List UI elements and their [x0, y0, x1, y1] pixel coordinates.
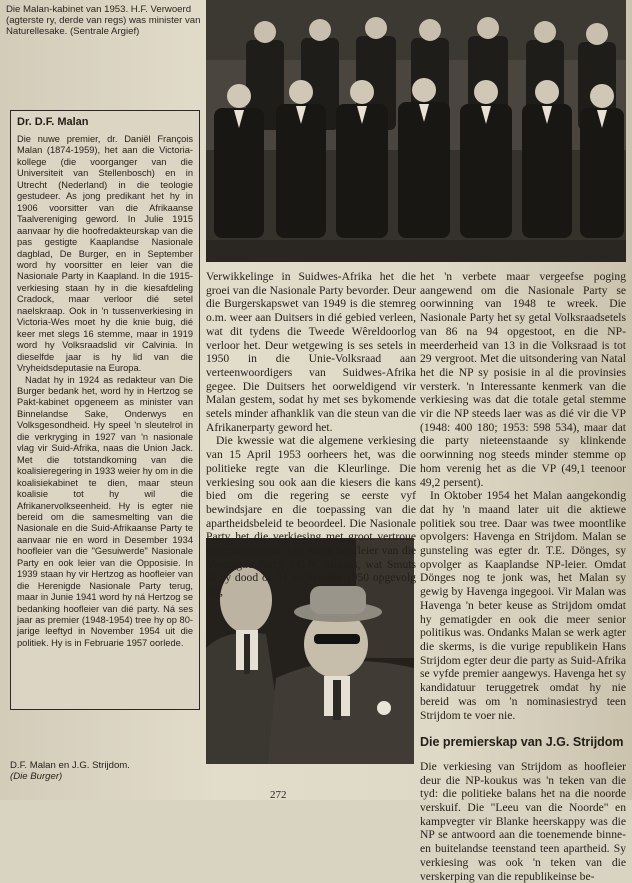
body-paragraph: Die kwessie wat die algemene verkiesing van 15 April 1953 oorheers het, was die politieke regte van die Kleurlinge. Die verkiesing sou ook aan die kiesers die kans bied om die regering se eerste vyf bewindsjare en die toepassing van die apartheidsbeleid te beoordeel. Die Nasionale Party het die verkiesing met groot vertroue tegemoetgegaan. Die nuwe hoofleier van die Verenigde Party, J.G.N. Strauss, wat Smuts ná sy dood op 11 September 1950 opgevolg het, — [206, 434, 416, 599]
biography-title: Dr. D.F. Malan — [17, 116, 89, 128]
strijdom-caption-source: (Die Burger) — [10, 771, 63, 783]
cabinet-photo-illustration — [206, 0, 626, 262]
body-paragraph: het 'n verbete maar vergeefse poging aangewend om die Nasionale Party se oorwinning van 1948 te wreek. Die Nasionale Party het sy getal Volksraadsetels van 86 na 94 opgestoot, en die NP-meerderheid van 13 in die Volksraad is tot 29 vergroot. Met die uitsondering van Natal het die NP sy posisie in al die provinsies versterk. 'n Interessante kenmerk van die verkiesing was dat die totale getal stemme vir die NP steeds laer was as dié vir die VP (1948: 400 180; 1953: 598 534), maar dat die party nieteenstaande sy klinkende oorwinning nog steeds minder stemme op hom verenig het as die VP (49,1 teenoor 49,2 persent). — [420, 270, 626, 489]
strijdom-photo-caption — [10, 760, 200, 783]
biography-box — [10, 110, 200, 710]
main-text-column-left — [206, 270, 416, 599]
biography-paragraph: Nadat hy in 1924 as redakteur van Die Burger bedank het, word hy in Hertzog se Pakt-kabinet opgeneem as minister van Binnelandse Sake, Onderwys en Volksgesondheid. Hy speel 'n sleutelrol in die verkryging in 1927 van 'n nasionale vlag vir Suid-Afrika, naas die Union Jack. Met die totstandkoming van die koalisieregering in 1933 weier hy om in die koalisiekabinet te dien, maar steun koalisie tot hy wil die Afrikanervolkseenheid. Hy is egter nie bereid om die samesmelting van die Nasionale en die Suid-Afrikaanse Party te aanvaar nie en word in Desember 1934 hoofleier van die "Gesuiwerde" Nasionale Party en ook leier van die Opposisie. In 1939 staan hy vir Hertzog as hoofleier van die Herenigde Nasionale Party terug, maar in Junie 1941 word hy ná Hertzog se bedanking hoofleier van dié party. Ná ses jaar as premier (1948-1954) tree hy op 80-jarige leeftyd in November 1954 uit die politiek. Hy is in Februarie 1957 oorlede. — [17, 374, 193, 648]
biography-paragraph: Die nuwe premier, dr. Daniël François Malan (1874-1959), het aan die Victoria-kollege (die voorganger van die Universiteit van Stellenbosch) en in Utrecht (Nederland) in die teologie gestudeer. As jong predikant het hy in 1906 voorsitter van die Afrikaanse Taalvereniging geword. In Julie 1915 aanvaar hy die hoofredakteurskap van die pas gestigte Kaaplandse Nasionale dagblad, De Burger, en in September word hy voorsitter en leier van die Nasionale Party in Kaapland. In die 1915-verkiesing staan hy in die kiesafdeling Cradock, maar verloor dié setel naelskraap. Ook in 'n tussenverkiesing in Victoria-Wes moet hy die knie buig, dié keer met slegs 16 stemme, maar in 1919 word hy Volksraadslid vir Calvinia. In dieselfde jaar is hy lid van die Vryheidsdeputasie na Europa. — [17, 134, 193, 374]
body-paragraph: Verwikkelinge in Suidwes-Afrika het die groei van die Nasionale Party bevorder. Deur die Burgerskapswet van 1949 is die stemreg o.m. weer aan Duitsers in dié gebied verleen, wat dit tydens die Tweede Wêreldoorlog verloor het. Deur wetgewing is ses setels in 1950 in die Unie-Volksraad aan verteenwoordigers van Suidwes-Afrika gegee. Die Duitsers het oorweldigend vir Malan gestem, sodat hy met ses bykomende setels minder afhanklik van die steun van die Afrikanerparty geword het. — [206, 270, 416, 434]
main-text-column-right — [420, 270, 626, 883]
cabinet-photo-caption: Die Malan-kabinet van 1953. H.F. Verwoerd (agterste ry, derde van regs) was minister van Naturellesake. (Sentrale Argief) — [6, 4, 201, 38]
strijdom-caption-text: D.F. Malan en J.G. Strijdom. — [10, 760, 130, 771]
page-number: 272 — [270, 789, 287, 801]
body-paragraph: In Oktober 1954 het Malan aangekondig dat hy 'n maand later uit die aktiewe politiek sou tree. Daar was twee moontlike opvolgers: Havenga en Strijdom. Malan se gunsteling was egter dr. T.E. Dönges, sy opvolger as Kaaplandse NP-leier. Omdat Dönges nog te jonk was, het Malan sy gewig by Havenga ingegooi. Vir Malan was Havenga 'n beter keuse as Strijdom omdat hy gematigder en ook die meer senior politikus was. Ondanks Malan se werk agter die skerms, is die vurige republikein Hans Strijdom egter deur die party as Suid-Afrika se vyfde premier aangewys. Havenga het sy kandidatuur teruggetrek omdat hy nie bereid was om 'n nominasiestryd teen Strijdom te voer nie. — [420, 489, 626, 722]
section-heading: Die premierskap van J.G. Strijdom — [420, 735, 624, 750]
cabinet-group-photo — [206, 0, 626, 262]
body-paragraph: Die verkiesing van Strijdom as hoofleier deur die NP-koukus was 'n teken van die tyd: die politieke balans het na die noorde verskuif. Die "Leeu van die Noorde" en kampvegter vir Blanke heerskappy was die NP se antwoord aan die toenemende binne- en buitelandse teenstand teen apartheid. Sy verkiesing was ook 'n teken van die verskerping van die republikeinse be- — [420, 759, 626, 883]
